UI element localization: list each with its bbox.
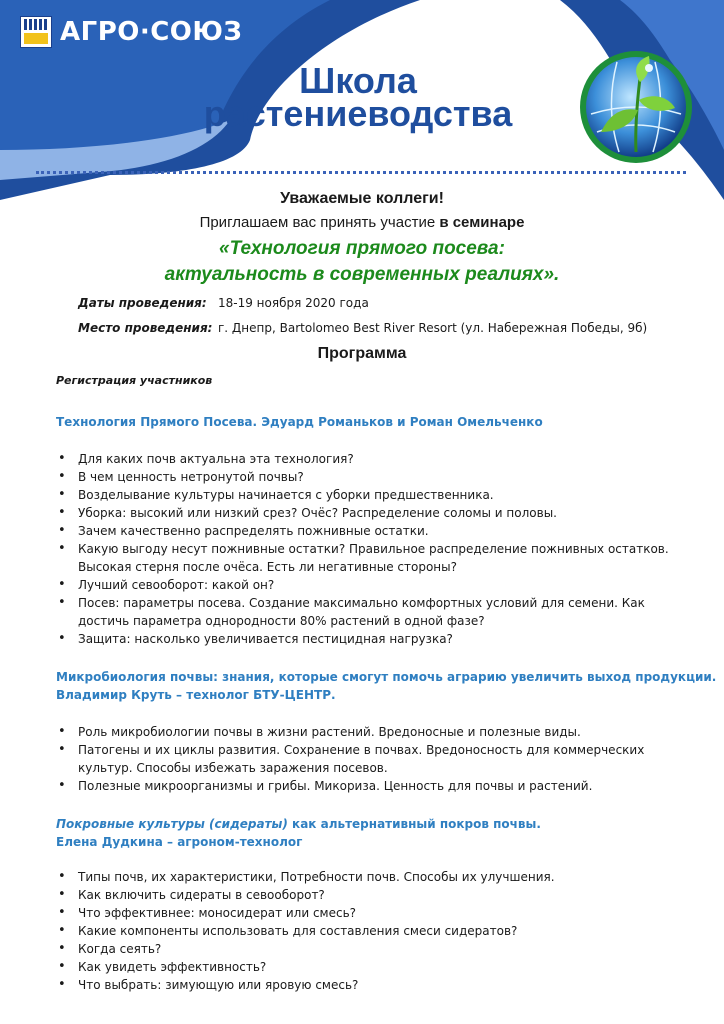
place-value: г. Днепр, Bartolomeo Best River Resort (ул. Набережная Победы, 9б) bbox=[218, 321, 648, 335]
section-3-speaker: Елена Дудкина – агроном-технолог bbox=[56, 835, 303, 849]
header-divider bbox=[36, 171, 686, 174]
place-label: Место проведения: bbox=[78, 321, 213, 335]
list-item: • Для каких почв актуальна эта технология? bbox=[56, 450, 696, 468]
invitation-bold: в семинаре bbox=[439, 214, 525, 231]
section-2-list bbox=[56, 723, 696, 795]
invitation-prefix: Приглашаем вас принять участие bbox=[199, 214, 440, 231]
registration-note: Регистрация участников bbox=[56, 374, 213, 387]
list-item: • Роль микробиологии почвы в жизни растений. Вредоносные и полезные виды. bbox=[56, 723, 696, 741]
section-3-title-rest: как альтернативный покров почвы. bbox=[287, 817, 541, 831]
brand-emblem-icon bbox=[20, 16, 52, 48]
dates-value: 18-19 ноября 2020 года bbox=[218, 296, 369, 310]
list-item: • Типы почв, их характеристики, Потребности почв. Способы их улучшения. bbox=[56, 868, 696, 886]
section-2-title bbox=[56, 668, 716, 704]
list-item: • Как включить сидераты в севооборот? bbox=[56, 886, 696, 904]
list-item: • Полезные микроорганизмы и грибы. Микориза. Ценность для почвы и растений. bbox=[56, 777, 696, 795]
section-2-speaker: Владимир Круть – технолог БТУ-ЦЕНТР. bbox=[56, 688, 336, 702]
plant-globe-icon bbox=[577, 48, 695, 166]
school-title bbox=[188, 60, 528, 134]
program-title: Программа bbox=[317, 345, 407, 362]
section-2-title-line1: Микробиология почвы: знания, которые смогут помочь аграрию увеличить выход продукции. bbox=[56, 670, 717, 684]
brand-name: АГРО·СОЮЗ bbox=[60, 17, 243, 47]
list-item: • Когда сеять? bbox=[56, 940, 696, 958]
section-3-title-italic: Покровные культуры (сидераты) bbox=[56, 817, 288, 831]
seminar-topic-line2: актуальность в современных реалиях». bbox=[164, 264, 560, 285]
school-title-line1: Школа bbox=[299, 60, 417, 101]
section-3-list bbox=[56, 868, 696, 994]
list-item: • Защита: насколько увеличивается пестицидная нагрузка? bbox=[56, 630, 696, 648]
section-1-title: Технология Прямого Посева. Эдуард Романьков и Роман Омельченко bbox=[56, 415, 543, 429]
list-item: • Как увидеть эффективность? bbox=[56, 958, 696, 976]
list-item: • Какие компоненты использовать для составления смеси сидератов? bbox=[56, 922, 696, 940]
list-item: • Зачем качественно распределять пожнивные остатки. bbox=[56, 522, 696, 540]
brand-logo bbox=[20, 16, 242, 48]
list-item: • Какую выгоду несут пожнивные остатки? Правильное распределение пожнивных остатков. Высокая стерня после очёса. Есть ли негативные стороны? bbox=[56, 540, 696, 576]
list-item: • Лучший севооборот: какой он? bbox=[56, 576, 696, 594]
list-item: • Что выбрать: зимующую или яровую смесь? bbox=[56, 976, 696, 994]
dates-row bbox=[78, 296, 369, 310]
list-item: • В чем ценность нетронутой почвы? bbox=[56, 468, 696, 486]
section-1-list bbox=[56, 450, 696, 648]
place-row bbox=[78, 321, 647, 335]
greeting: Уважаемые коллеги! bbox=[280, 190, 444, 207]
section-3-title bbox=[56, 815, 541, 851]
list-item: • Уборка: высокий или низкий срез? Очёс? Распределение соломы и половы. bbox=[56, 504, 696, 522]
list-item: • Возделывание культуры начинается с уборки предшественника. bbox=[56, 486, 696, 504]
list-item: • Что эффективнее: моносидерат или смесь? bbox=[56, 904, 696, 922]
list-item: • Посев: параметры посева. Создание максимально комфортных условий для семени. Как достичь параметра однородности 80% растений в одной фазе? bbox=[56, 594, 696, 630]
list-item: • Патогены и их циклы развития. Сохранение в почвах. Вредоносность для коммерческих культур. Способы избежать заражения посевов. bbox=[56, 741, 696, 777]
school-title-line2: растениеводства bbox=[203, 93, 513, 134]
seminar-topic-line1: «Технология прямого посева: bbox=[219, 238, 505, 259]
dates-label: Даты проведения: bbox=[78, 296, 207, 310]
invitation-text bbox=[0, 214, 724, 231]
